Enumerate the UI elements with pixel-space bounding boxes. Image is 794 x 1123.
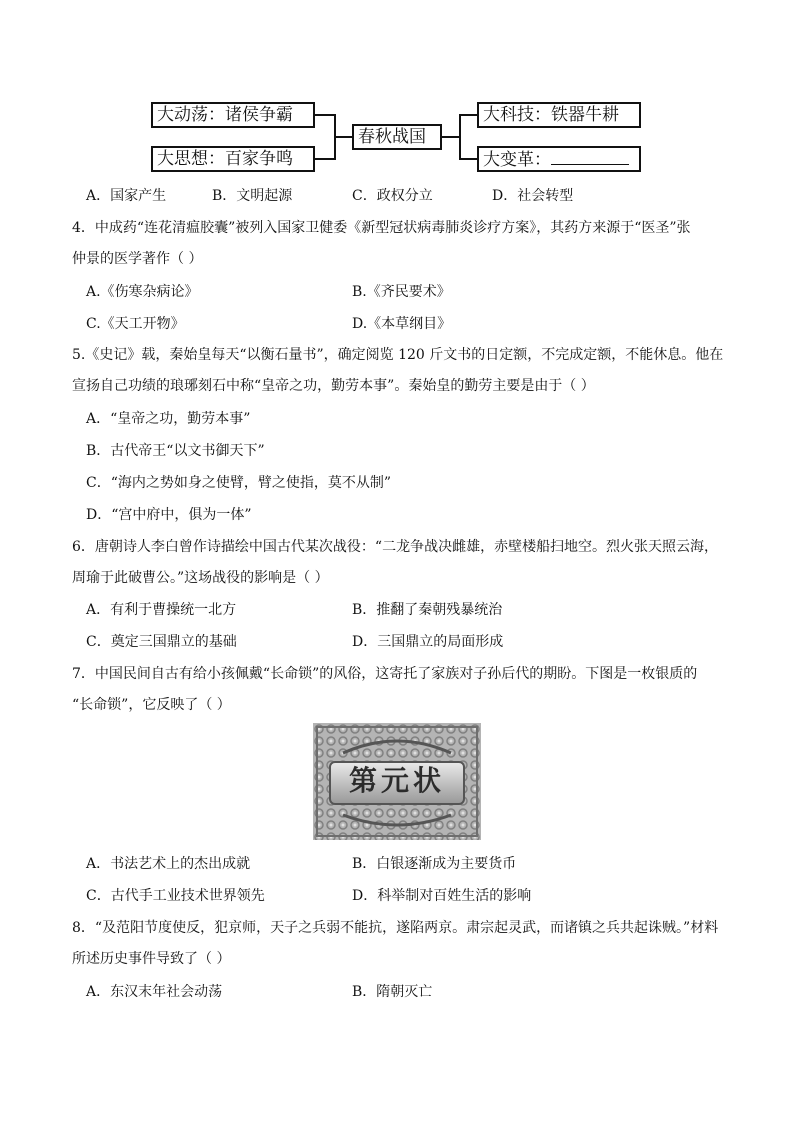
q8-stem-line1: 8．“及范阳节度使反，犯京师，天子之兵弱不能抗，遂陷两京。肃宗起灵武，而诸镇之兵共起诛贼。”材料 bbox=[72, 920, 719, 936]
q6-option-c: C．奠定三国鼎立的基础 bbox=[86, 634, 237, 650]
connector-line bbox=[442, 136, 460, 138]
diagram-box-right-bottom bbox=[477, 146, 641, 172]
q6-option-d: D．三国鼎立的局面形成 bbox=[352, 634, 504, 650]
q7-stem-line1: 7．中国民间自古有给小孩佩戴“长命锁”的风俗，这寄托了家族对子孙后代的期盼。下图是一枚银质的 bbox=[72, 666, 698, 682]
diagram-right-bottom-label: 大变革： bbox=[483, 150, 551, 170]
answer-blank bbox=[551, 148, 629, 165]
q5-option-d: D．“宫中府中，俱为一体” bbox=[86, 507, 252, 523]
q7-stem-line2: “长命锁”，它反映了（ ） bbox=[72, 697, 231, 713]
q4-option-b: B.《齐民要术》 bbox=[352, 284, 451, 300]
lock-inscription: 第元状 bbox=[348, 764, 445, 797]
lock-plate bbox=[329, 761, 465, 805]
diagram-box-right-top: 大科技：铁器牛耕 bbox=[477, 102, 641, 128]
q3-option-c: C．政权分立 bbox=[352, 188, 433, 204]
q6-stem-line1: 6．唐朝诗人李白曾作诗描绘中国古代某次战役：“二龙争战决雌雄，赤壁楼船扫地空。烈火张天照云海， bbox=[72, 539, 719, 555]
q3-option-a: A．国家产生 bbox=[86, 188, 167, 204]
diagram-box-center: 春秋战国 bbox=[352, 124, 442, 150]
q7-option-c: C．古代手工业技术世界领先 bbox=[86, 888, 265, 904]
q5-option-c: C．“海内之势如身之使臂，臂之使指，莫不从制” bbox=[86, 475, 392, 491]
q7-option-a: A．书法艺术上的杰出成就 bbox=[86, 856, 251, 872]
q4-option-c: C.《天工开物》 bbox=[86, 316, 185, 332]
q5-stem-line2: 宣扬自己功绩的琅琊刻石中称“皇帝之功，勤劳本事”。秦始皇的勤劳主要是由于（ ） bbox=[72, 378, 595, 394]
q3-option-d: D．社会转型 bbox=[492, 188, 574, 204]
diagram-box-left-bottom: 大思想：百家争鸣 bbox=[151, 146, 315, 172]
connector-line bbox=[315, 158, 335, 160]
diagram-box-left-top: 大动荡：诸侯争霸 bbox=[151, 102, 315, 128]
longevity-lock-image bbox=[313, 723, 481, 840]
q6-option-a: A．有利于曹操统一北方 bbox=[86, 602, 237, 618]
q5-stem-line1: 5.《史记》载，秦始皇每天“以衡石量书”，确定阅览 120 斤文书的日定额，不完成定额，不能休息。他在 bbox=[72, 347, 724, 363]
q4-stem-line2: 仲景的医学著作（ ） bbox=[72, 251, 203, 267]
q8-option-b: B．隋朝灭亡 bbox=[352, 984, 433, 1000]
connector-line bbox=[459, 158, 477, 160]
q6-stem-line2: 周瑜于此破曹公。”这场战役的影响是（ ） bbox=[72, 570, 329, 586]
q5-option-b: B．古代帝王“以文书御天下” bbox=[86, 443, 265, 459]
q7-option-d: D．科举制对百姓生活的影响 bbox=[352, 888, 532, 904]
q7-option-b: B．白银逐渐成为主要货币 bbox=[352, 856, 517, 872]
q4-option-a: A.《伤寒杂病论》 bbox=[86, 284, 199, 300]
q4-option-d: D.《本草纲目》 bbox=[352, 316, 452, 332]
connector-line bbox=[334, 136, 352, 138]
q5-option-a: A．“皇帝之功，勤劳本事” bbox=[86, 411, 251, 427]
connector-line bbox=[459, 114, 477, 116]
q8-stem-line2: 所述历史事件导致了（ ） bbox=[72, 951, 231, 967]
connector-line bbox=[459, 114, 461, 160]
q3-option-b: B．文明起源 bbox=[212, 188, 293, 204]
q6-option-b: B．推翻了秦朝残暴统治 bbox=[352, 602, 503, 618]
connector-line bbox=[315, 114, 335, 116]
q8-option-a: A．东汉末年社会动荡 bbox=[86, 984, 223, 1000]
q4-stem-line1: 4．中成药“连花清瘟胶囊”被列入国家卫健委《新型冠状病毒肺炎诊疗方案》，其药方来源于“医圣”张 bbox=[72, 220, 691, 236]
